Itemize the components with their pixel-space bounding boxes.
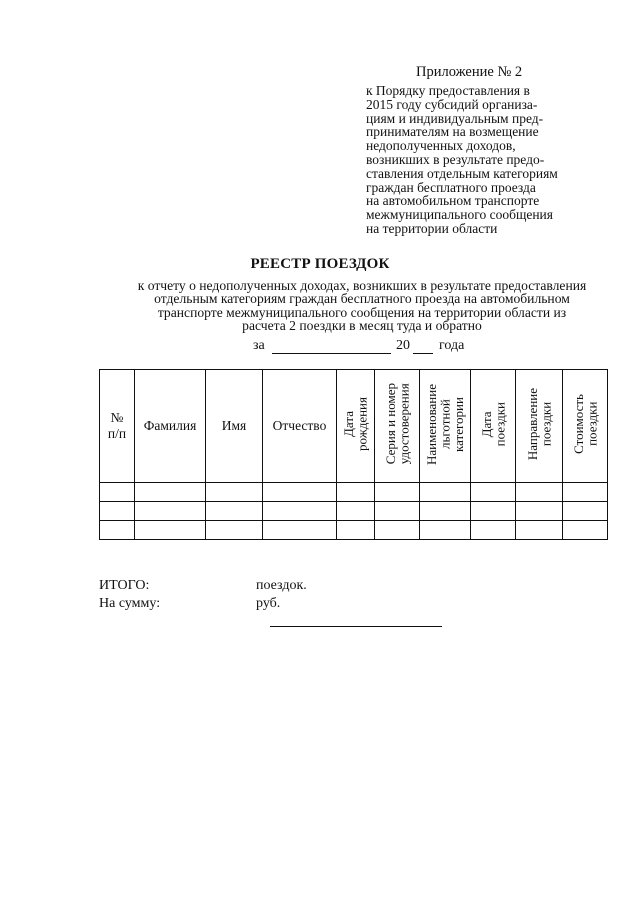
appendix-title: Приложение № 2 <box>416 64 523 80</box>
table-row <box>100 521 608 540</box>
appendix-line: к Порядку предоставления в <box>366 83 530 98</box>
header-line: п/п <box>107 426 127 441</box>
table-cell[interactable] <box>420 502 471 521</box>
subtitle-line: транспорте межмуниципального сообщения на территории области из <box>157 304 567 320</box>
header-line: Стоимость <box>570 394 586 454</box>
appendix-line: циям и индивидуальным пред- <box>366 110 544 126</box>
table-cell[interactable] <box>420 483 471 502</box>
header-line: удостоверения <box>396 383 411 465</box>
vertical-header <box>342 397 369 451</box>
header-line: категории <box>450 396 466 452</box>
period-year-blank <box>413 353 433 354</box>
col-certificate-header <box>375 370 420 483</box>
table-cell[interactable] <box>471 521 516 540</box>
table-cell[interactable] <box>375 502 420 521</box>
vertical-header <box>425 384 466 465</box>
appendix-line: ставления отдельным категориям <box>366 165 558 181</box>
table-cell[interactable] <box>135 521 206 540</box>
col-patronymic-header <box>263 370 337 483</box>
table-cell[interactable] <box>471 483 516 502</box>
col-direction-header <box>516 370 563 483</box>
vertical-header <box>526 388 553 460</box>
subtitle-line: расчета 2 поездки в месяц туда и обратно <box>242 318 482 334</box>
appendix-line: межмуниципального сообщения <box>366 207 553 223</box>
table-cell[interactable] <box>516 521 563 540</box>
subtitle-line: к отчету о недополученных доходах, возникших в результате предоставления <box>137 278 587 293</box>
register-table <box>99 369 608 540</box>
total-label: ИТОГО: <box>99 578 150 593</box>
col-surname-header <box>135 370 206 483</box>
table-cell[interactable] <box>135 502 206 521</box>
sum-unit: руб. <box>256 596 281 611</box>
period-month-blank <box>272 353 391 354</box>
table-cell[interactable] <box>375 483 420 502</box>
header-line: рождения <box>354 397 370 451</box>
vertical-header <box>572 394 599 454</box>
col-birthdate-header <box>337 370 375 483</box>
header-line: Наименование <box>423 383 439 465</box>
table-cell[interactable] <box>563 502 608 521</box>
header-line: Направление <box>524 387 540 461</box>
table-cell[interactable] <box>337 502 375 521</box>
table-header-row <box>100 370 608 483</box>
appendix-line: принимателям на возмещение <box>366 124 539 140</box>
col-name-header <box>206 370 263 483</box>
header-line: поездки <box>584 401 599 447</box>
table-cell[interactable] <box>206 483 263 502</box>
header-line: Дата <box>341 411 356 437</box>
period-year-prefix: 20 <box>396 338 410 353</box>
table-cell[interactable] <box>420 521 471 540</box>
table-cell[interactable] <box>206 502 263 521</box>
table-cell[interactable] <box>263 521 337 540</box>
table-row <box>100 502 608 521</box>
period-prefix: за <box>253 338 265 353</box>
table-cell[interactable] <box>516 502 563 521</box>
appendix-body <box>366 84 616 236</box>
header-line: Имя <box>221 418 247 433</box>
table-cell[interactable] <box>563 521 608 540</box>
table-cell[interactable] <box>337 483 375 502</box>
register-title: РЕЕСТР ПОЕЗДОК <box>250 256 390 272</box>
subtitle-line: отдельным категориям граждан бесплатного проезда на автомобильном <box>154 291 570 307</box>
header-line: № <box>110 410 124 425</box>
appendix-line: граждан бесплатного проезда <box>366 179 536 195</box>
total-unit: поездок. <box>256 578 307 593</box>
col-trip-date-header <box>471 370 516 483</box>
header-line: Отчество <box>272 418 327 433</box>
header-line: Фамилия <box>143 418 197 433</box>
col-cost-header <box>563 370 608 483</box>
table-row <box>100 483 608 502</box>
signature-line <box>270 626 442 627</box>
appendix-line: на территории области <box>366 220 498 236</box>
col-number-header <box>100 370 135 483</box>
header-line: поездки <box>492 401 507 447</box>
table-cell[interactable] <box>100 521 135 540</box>
vertical-header <box>384 383 411 464</box>
sum-label: На сумму: <box>99 596 161 611</box>
table-cell[interactable] <box>516 483 563 502</box>
table-cell[interactable] <box>100 502 135 521</box>
header-line: Дата <box>478 411 494 437</box>
appendix-line: на автомобильном транспорте <box>366 193 540 209</box>
table-cell[interactable] <box>135 483 206 502</box>
table-cell[interactable] <box>263 502 337 521</box>
table-cell[interactable] <box>206 521 263 540</box>
table-cell[interactable] <box>471 502 516 521</box>
appendix-line: недополученных доходов, <box>366 138 516 154</box>
appendix-line: 2015 году субсидий организа- <box>366 96 538 112</box>
table-cell[interactable] <box>100 483 135 502</box>
table-cell[interactable] <box>263 483 337 502</box>
appendix-line: возникших в результате предо- <box>366 151 545 167</box>
header-line: поездки <box>538 401 553 447</box>
table-cell[interactable] <box>563 483 608 502</box>
header-line: льготной <box>437 399 453 449</box>
col-category-header <box>420 370 471 483</box>
register-subtitle <box>96 279 628 333</box>
table-cell[interactable] <box>375 521 420 540</box>
table-cell[interactable] <box>337 521 375 540</box>
vertical-header <box>480 402 507 446</box>
period-suffix: года <box>439 338 465 353</box>
header-line: Серия и номер <box>382 383 398 465</box>
